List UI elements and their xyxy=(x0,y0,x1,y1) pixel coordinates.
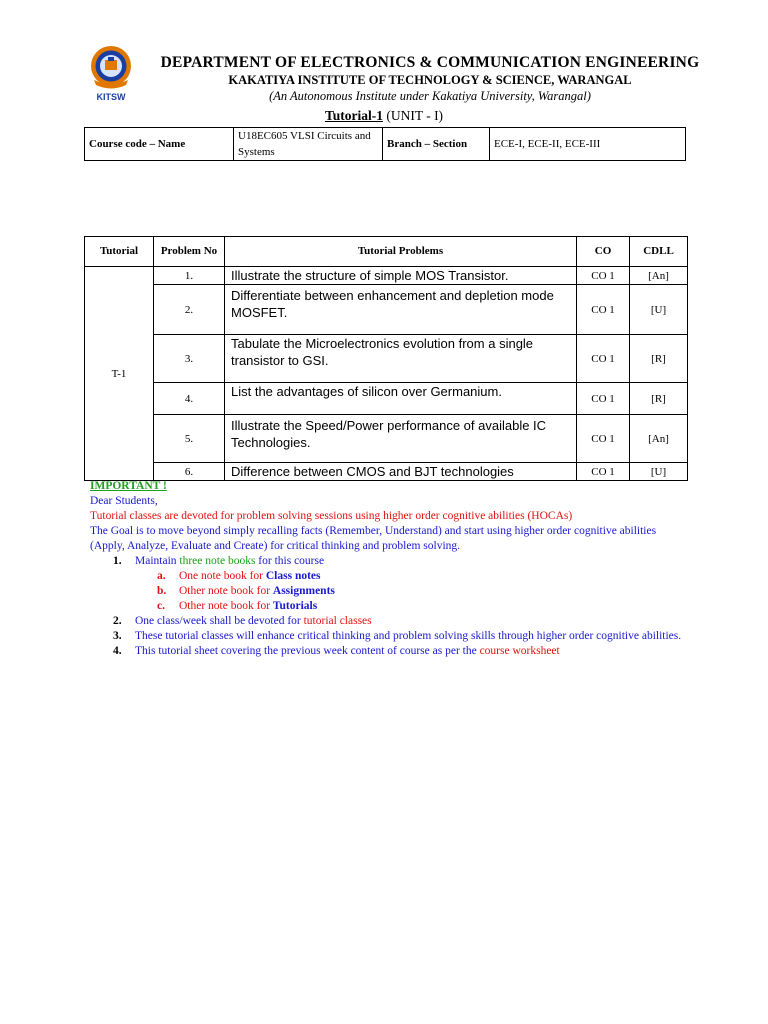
notes-line-1: Tutorial classes are devoted for problem solving sessions using higher order cognitive abilities (HOCAs) xyxy=(90,510,573,522)
list-number: 3. xyxy=(113,630,122,642)
item4-text-b: course worksheet xyxy=(479,645,560,657)
problem-co: CO 1 xyxy=(577,267,630,285)
problem-no: 5. xyxy=(154,415,225,463)
table-row xyxy=(85,463,688,481)
tutorial-title: Tutorial-1 xyxy=(324,108,383,123)
important-notes xyxy=(90,479,690,659)
problem-text: Illustrate the Speed/Power performance of available IC Technologies. xyxy=(225,415,577,463)
branch-label: Branch – Section xyxy=(383,128,490,161)
problem-cdll: [An] xyxy=(630,267,688,285)
header-problem-no: Problem No xyxy=(154,237,225,267)
tutorial-heading xyxy=(0,108,768,124)
list-item xyxy=(113,629,690,644)
sub-list-item xyxy=(157,569,690,584)
sub-letter: b. xyxy=(157,585,167,597)
table-row xyxy=(85,415,688,463)
sub-letter: c. xyxy=(157,600,165,612)
item1-text-c: for this course xyxy=(255,555,325,567)
institute-subtitle: (An Autonomous Institute under Kakatiya University, Warangal) xyxy=(269,89,591,103)
problem-cdll: [U] xyxy=(630,463,688,481)
sub-text: One note book for xyxy=(179,570,266,582)
problem-cdll: [An] xyxy=(630,415,688,463)
sub-list-item xyxy=(157,599,690,614)
logo-text: KITSW xyxy=(96,92,126,102)
item4-text-a: This tutorial sheet covering the previous week content of course as per the xyxy=(135,645,480,657)
sub-letter: a. xyxy=(157,570,166,582)
problem-text: List the advantages of silicon over Germanium. xyxy=(225,383,577,415)
list-number: 2. xyxy=(113,615,122,627)
problem-no: 4. xyxy=(154,383,225,415)
tutorial-unit: (UNIT - I) xyxy=(382,108,444,123)
branch-value: ECE-I, ECE-II, ECE-III xyxy=(490,128,686,161)
problem-co: CO 1 xyxy=(577,335,630,383)
list-number: 4. xyxy=(113,645,122,657)
course-info-table xyxy=(84,127,686,161)
item3-text: These tutorial classes will enhance critical thinking and problem solving skills through higher order cognitive abilities. xyxy=(135,630,682,642)
sub-list-item xyxy=(157,584,690,599)
tutorial-problems-table xyxy=(84,236,688,481)
institute-logo xyxy=(88,44,134,102)
item2-text-a: One class/week shall be devoted for xyxy=(135,615,304,627)
notes-line-2: The Goal is to move beyond simply recalling facts (Remember, Understand) and start using higher order cognitive abilities (Apply, Analyze, Evaluate and Create) for critical thinking and problem solving. xyxy=(90,525,657,552)
item2-text-b: tutorial classes xyxy=(303,615,372,627)
table-row xyxy=(85,335,688,383)
course-code-value: U18EC605 VLSI Circuits and Systems xyxy=(234,128,383,161)
item1-text-b: three note books xyxy=(179,555,256,567)
problem-text: Differentiate between enhancement and depletion mode MOSFET. xyxy=(225,285,577,335)
course-code-label: Course code – Name xyxy=(85,128,234,161)
problem-no: 3. xyxy=(154,335,225,383)
list-item xyxy=(113,644,690,659)
problem-no: 2. xyxy=(154,285,225,335)
sub-list xyxy=(135,569,690,614)
institute-name: KAKATIYA INSTITUTE OF TECHNOLOGY & SCIENCE, WARANGAL xyxy=(228,73,632,87)
problem-co: CO 1 xyxy=(577,383,630,415)
list-number: 1. xyxy=(113,555,122,567)
sub-bold: Assignments xyxy=(272,585,335,597)
problem-text: Illustrate the structure of simple MOS Transistor. xyxy=(225,267,577,285)
problem-cdll: [R] xyxy=(630,335,688,383)
sub-bold: Tutorials xyxy=(272,600,318,612)
sub-text: Other note book for xyxy=(179,600,273,612)
problem-no: 1. xyxy=(154,267,225,285)
important-heading: IMPORTANT ! xyxy=(90,480,167,492)
header-tutorial: Tutorial xyxy=(85,237,154,267)
sub-bold: Class notes xyxy=(265,570,321,582)
table-row xyxy=(85,285,688,335)
list-item xyxy=(113,554,690,614)
greeting: Dear Students, xyxy=(90,495,158,507)
header-problems: Tutorial Problems xyxy=(225,237,577,267)
sub-text: Other note book for xyxy=(179,585,273,597)
problem-text: Difference between CMOS and BJT technologies xyxy=(225,463,577,481)
problem-cdll: [U] xyxy=(630,285,688,335)
table-header-row xyxy=(85,237,688,267)
table-row xyxy=(85,383,688,415)
notes-list xyxy=(90,554,690,659)
problem-co: CO 1 xyxy=(577,285,630,335)
table-row xyxy=(85,267,688,285)
item1-text-a: Maintain xyxy=(135,555,180,567)
header-cdll: CDLL xyxy=(630,237,688,267)
tutorial-id: T-1 xyxy=(85,267,154,481)
list-item xyxy=(113,614,690,629)
problem-co: CO 1 xyxy=(577,415,630,463)
problem-co: CO 1 xyxy=(577,463,630,481)
problem-cdll: [R] xyxy=(630,383,688,415)
problem-no: 6. xyxy=(154,463,225,481)
department-title: DEPARTMENT OF ELECTRONICS & COMMUNICATION ENGINEERING xyxy=(160,54,700,71)
header-co: CO xyxy=(577,237,630,267)
problem-text: Tabulate the Microelectronics evolution from a single transistor to GSI. xyxy=(225,335,577,383)
